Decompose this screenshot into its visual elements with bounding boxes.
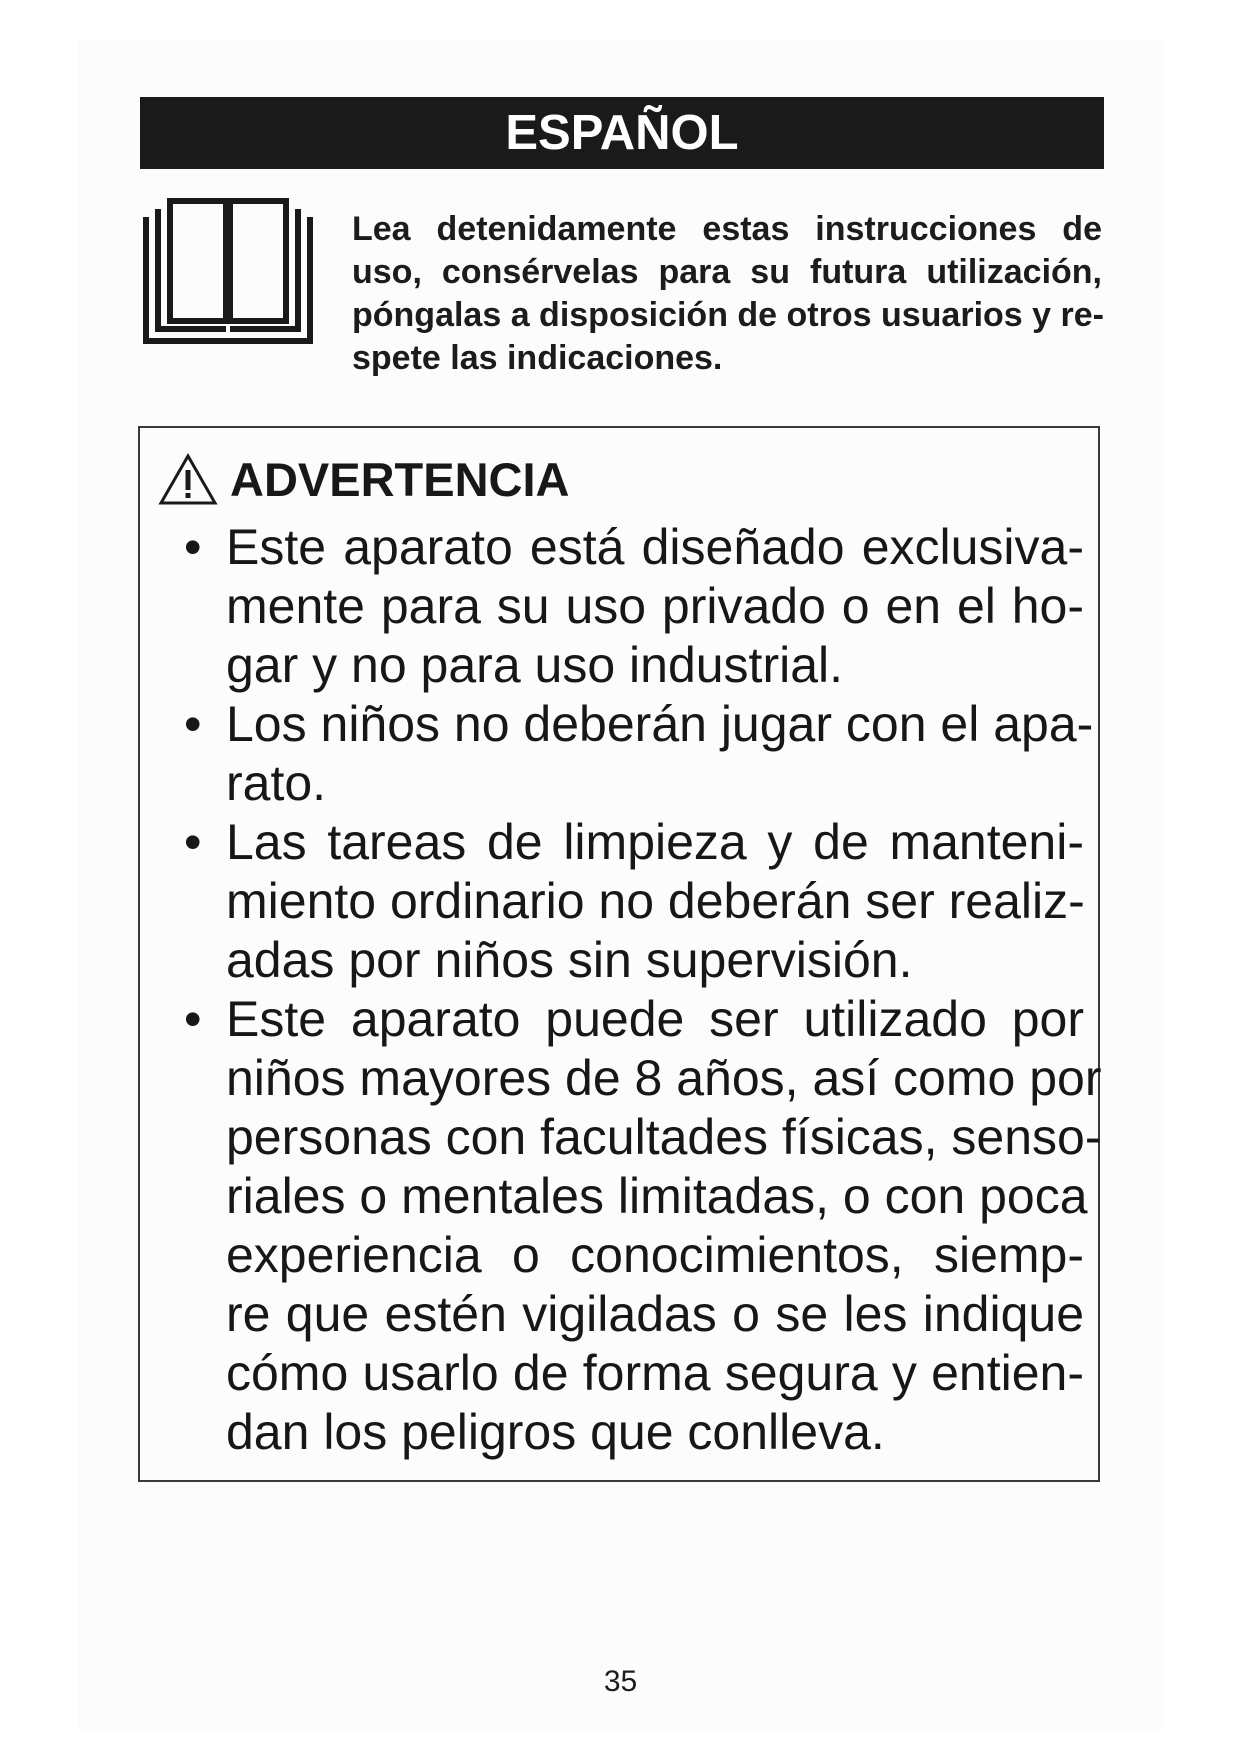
list-item-line: experiencia o conocimientos, siemp- <box>226 1227 1084 1283</box>
warning-box <box>138 426 1100 1482</box>
bullet-dot-icon: • <box>184 519 202 575</box>
intro-line: spete las indicaciones. <box>352 339 723 377</box>
bullet-dot-icon: • <box>184 696 202 752</box>
list-item-line: miento ordinario no deberán ser realiz- <box>226 873 1085 929</box>
list-item-line: Los niños no deberán jugar con el apa- <box>226 696 1094 752</box>
list-item <box>176 813 1084 990</box>
page-title: ESPAÑOL <box>140 97 1104 169</box>
list-item-line: riales o mentales limitadas, o con poca <box>226 1168 1088 1224</box>
list-item <box>176 990 1102 1462</box>
warning-heading <box>158 450 569 508</box>
intro-line: uso, consérvelas para su futura utilización, <box>352 253 1102 291</box>
intro-line: póngalas a disposición de otros usuarios y re- <box>352 296 1104 334</box>
page-number: 35 <box>603 1665 638 1698</box>
list-item-line: Este aparato está diseñado exclusiva- <box>226 519 1084 575</box>
list-item-line: dan los peligros que conlleva. <box>226 1404 885 1460</box>
list-item-line: gar y no para uso industrial. <box>226 637 844 693</box>
warning-title: ADVERTENCIA <box>230 452 570 506</box>
list-item-line: mente para su uso privado o en el ho- <box>226 578 1084 634</box>
warning-triangle-icon <box>158 452 218 506</box>
bullet-dot-icon: • <box>184 814 202 870</box>
bullet-dot-icon: • <box>184 991 202 1047</box>
list-item <box>176 695 1094 813</box>
list-item-line: re que estén vigiladas o se les indique <box>226 1286 1084 1342</box>
list-item-line: Este aparato puede ser utilizado por <box>226 991 1084 1047</box>
list-item-line: rato. <box>226 755 327 811</box>
warning-list <box>176 518 1102 1462</box>
list-item-line: personas con facultades físicas, senso- <box>226 1109 1102 1165</box>
list-item-line: niños mayores de 8 años, así como por <box>226 1050 1102 1106</box>
list-item-line: adas por niños sin supervisión. <box>226 932 913 988</box>
list-item-line: Las tareas de limpieza y de manteni- <box>226 814 1084 870</box>
list-item-line: cómo usarlo de forma segura y entien- <box>226 1345 1084 1401</box>
list-item <box>176 518 1084 695</box>
intro-line: Lea detenidamente estas instrucciones de <box>352 210 1102 248</box>
intro-text <box>352 208 1102 380</box>
open-book-icon <box>142 197 314 345</box>
